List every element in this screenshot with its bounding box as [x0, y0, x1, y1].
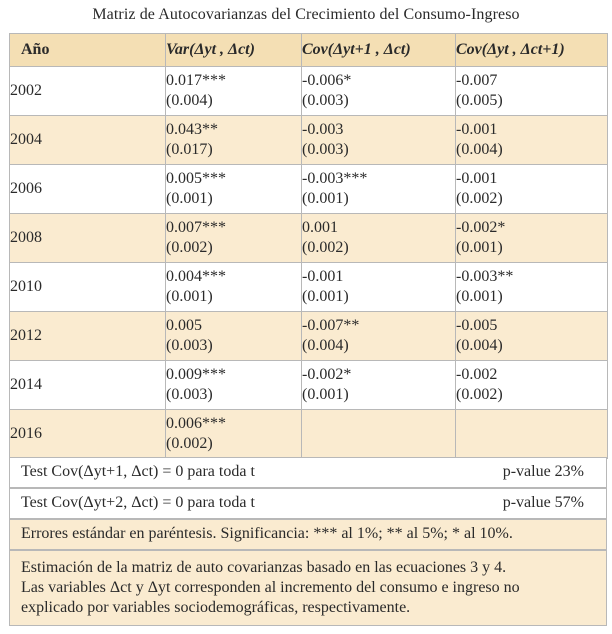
cov2-cell — [456, 312, 608, 361]
estimate-value: 0.007*** — [166, 219, 226, 236]
std-error-value: (0.004) — [302, 337, 349, 354]
table-title: Matriz de Autocovarianzas del Crecimiento del Consumo-Ingreso — [92, 6, 520, 23]
std-error-value: (0.002) — [456, 386, 503, 403]
estimate-value: 0.005 — [166, 317, 202, 334]
estimate-value: -0.003** — [456, 268, 514, 285]
estimate-value — [302, 414, 455, 434]
note-line: Estimación de la matriz de auto covarianzas basado en las ecuaciones 3 y 4. — [21, 559, 507, 576]
estimate-value — [456, 414, 607, 434]
std-error-value: (0.001) — [166, 190, 213, 207]
estimate-value: 0.001 — [302, 219, 338, 236]
estimate-value: -0.003 — [302, 121, 344, 138]
var-cell — [166, 361, 302, 410]
errors-note-row — [9, 519, 607, 550]
std-error-value — [456, 434, 607, 454]
cov1-cell — [302, 116, 456, 165]
errors-note: Errores estándar en paréntesis. Significancia: *** al 1%; ** al 5%; * al 10%. — [21, 525, 513, 542]
cov2-cell — [456, 165, 608, 214]
estimate-value: -0.003*** — [302, 170, 368, 187]
std-error-value: (0.002) — [302, 239, 349, 256]
cov1-cell — [302, 214, 456, 263]
std-error-value: (0.001) — [302, 386, 349, 403]
estimate-value: 0.004*** — [166, 268, 226, 285]
test-pvalue: p-value 57% — [502, 494, 584, 511]
var-cell — [166, 410, 302, 459]
std-error-value: (0.001) — [166, 288, 213, 305]
header-var: Var(Δyt , Δct) — [166, 34, 302, 67]
header-row — [10, 34, 608, 67]
std-error-value: (0.003) — [302, 141, 349, 158]
std-error-value: (0.001) — [302, 190, 349, 207]
table-row — [10, 263, 608, 312]
var-cell — [166, 67, 302, 116]
std-error-value: (0.003) — [166, 337, 213, 354]
cov2-cell — [456, 410, 608, 459]
year-cell: 2010 — [10, 263, 166, 312]
test-label: Test Cov(Δyt+2, Δct) = 0 para toda t — [21, 494, 255, 511]
var-cell — [166, 263, 302, 312]
note-line: explicado por variables sociodemográficas, respectivamente. — [21, 599, 411, 616]
cov2-cell — [456, 116, 608, 165]
var-cell — [166, 214, 302, 263]
std-error-value: (0.004) — [456, 141, 503, 158]
std-error-value: (0.001) — [456, 239, 503, 256]
std-error-value — [302, 434, 455, 454]
estimate-value: 0.009*** — [166, 366, 226, 383]
var-cell — [166, 165, 302, 214]
header-cov-lead-c: Cov(Δyt , Δct+1) — [456, 34, 608, 67]
std-error-value: (0.002) — [166, 435, 213, 452]
table-row — [10, 312, 608, 361]
cov1-cell — [302, 361, 456, 410]
cov2-cell — [456, 214, 608, 263]
estimate-value: 0.005*** — [166, 170, 226, 187]
year-cell: 2002 — [10, 67, 166, 116]
notes-block — [9, 550, 607, 626]
note-line: Las variables Δct y Δyt corresponden al incremento del consumo e ingreso no — [21, 579, 520, 596]
table-row — [10, 214, 608, 263]
test-row — [9, 457, 607, 488]
var-cell — [166, 116, 302, 165]
cov2-cell — [456, 361, 608, 410]
std-error-value: (0.017) — [166, 141, 213, 158]
cov1-cell — [302, 67, 456, 116]
std-error-value: (0.002) — [166, 239, 213, 256]
estimate-value: -0.007** — [302, 317, 360, 334]
test-pvalue: p-value 23% — [502, 463, 584, 480]
std-error-value: (0.003) — [302, 92, 349, 109]
year-cell: 2012 — [10, 312, 166, 361]
std-error-value: (0.004) — [166, 92, 213, 109]
header-year: Año — [10, 34, 166, 67]
year-cell: 2004 — [10, 116, 166, 165]
test-label: Test Cov(Δyt+1, Δct) = 0 para toda t — [21, 463, 255, 480]
std-error-value: (0.005) — [456, 92, 503, 109]
cov1-cell — [302, 410, 456, 459]
estimate-value: -0.001 — [456, 121, 498, 138]
table-row — [10, 116, 608, 165]
std-error-value: (0.001) — [302, 288, 349, 305]
table-row — [10, 361, 608, 410]
estimate-value: -0.001 — [302, 268, 344, 285]
std-error-value: (0.002) — [456, 190, 503, 207]
header-cov-lead-y: Cov(Δyt+1 , Δct) — [302, 34, 456, 67]
estimate-value: -0.002* — [302, 366, 352, 383]
estimate-value: -0.002* — [456, 219, 506, 236]
std-error-value: (0.001) — [456, 288, 503, 305]
year-cell: 2008 — [10, 214, 166, 263]
year-cell: 2006 — [10, 165, 166, 214]
estimate-value: 0.043** — [166, 121, 218, 138]
year-cell: 2016 — [10, 410, 166, 459]
table-row — [10, 410, 608, 459]
std-error-value: (0.003) — [166, 386, 213, 403]
cov1-cell — [302, 312, 456, 361]
estimate-value: -0.006* — [302, 72, 352, 89]
year-cell: 2014 — [10, 361, 166, 410]
autocovariance-table — [9, 33, 608, 459]
estimate-value: 0.017*** — [166, 72, 226, 89]
estimate-value: -0.001 — [456, 170, 498, 187]
cov2-cell — [456, 67, 608, 116]
test-row — [9, 488, 607, 519]
var-cell — [166, 312, 302, 361]
estimate-value: -0.005 — [456, 317, 498, 334]
cov2-cell — [456, 263, 608, 312]
table-row — [10, 165, 608, 214]
estimate-value: 0.006*** — [166, 415, 226, 432]
cov1-cell — [302, 165, 456, 214]
estimate-value: -0.007 — [456, 72, 498, 89]
cov1-cell — [302, 263, 456, 312]
estimate-value: -0.002 — [456, 366, 498, 383]
table-row — [10, 67, 608, 116]
std-error-value: (0.004) — [456, 337, 503, 354]
